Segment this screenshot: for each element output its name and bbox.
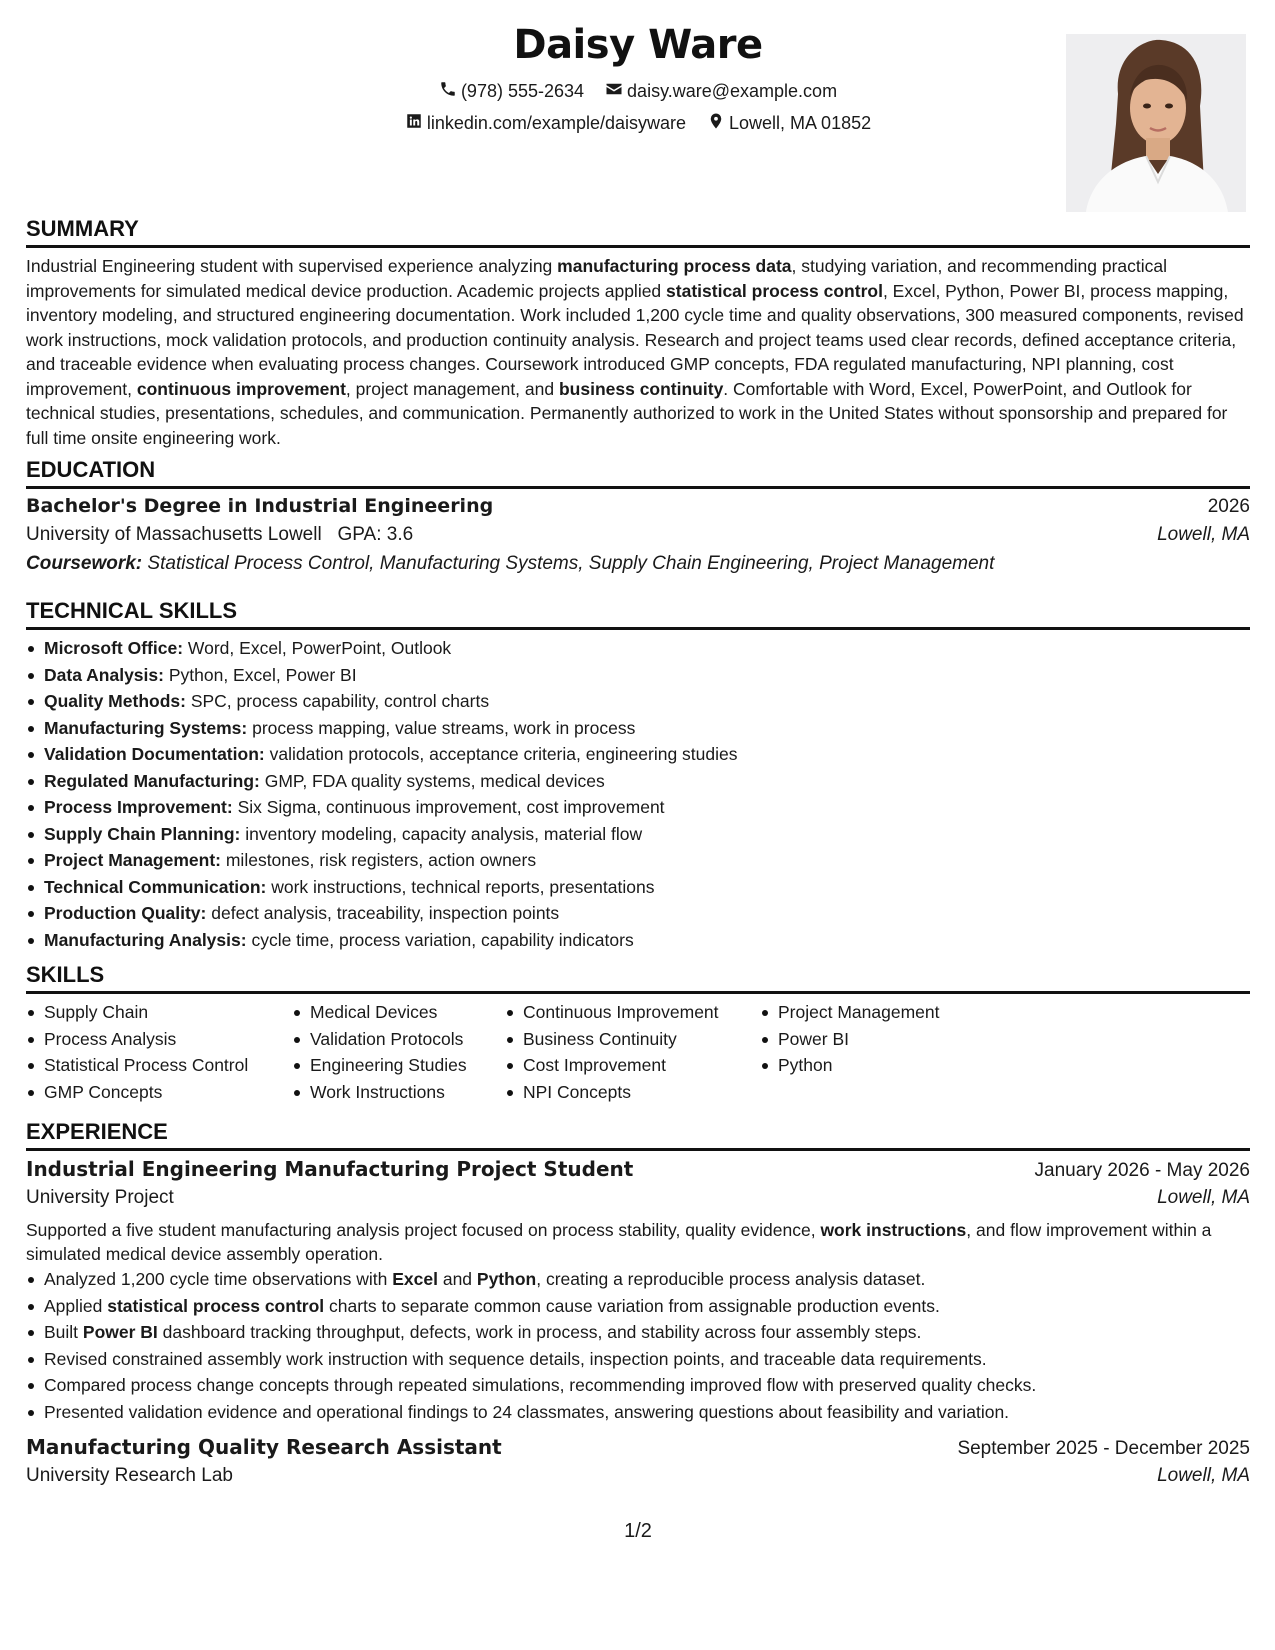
section-divider [26,991,1250,994]
list-item: Revised constrained assembly work instruction with sequence details, inspection points, and traceable data requirements. [26,1346,1250,1373]
section-title-summary: SUMMARY [26,216,139,241]
education-degree-row [26,495,1250,524]
list-item: Continuous Improvement [505,999,760,1026]
summary-text: Industrial Engineering student with supervised experience analyzing manufacturing process data, studying variation, and recommending practical improvements for simulated medical device production. Academic projects applied statistical process control, Excel, Python, Power BI, process mapping, inventory modeling, and structured engineering documentation. Work included 1,200 cycle time and quality observations, 300 measured components, revised work instructions, mock validation protocols, and production continuity analysis. Research and project teams used clear records, defined acceptance criteria, and traceable evidence when evaluating process changes. Coursework introduced GMP concepts, FDA regulated manufacturing, NPI planning, cost improvement, continuous improvement, project management, and business continuity. Comfortable with Word, Excel, PowerPoint, and Outlook for technical studies, presentations, schedules, and communication. Permanently authorized to work in the United States without sponsorship and prepared for full time onsite engineering work. [26,256,1244,448]
job-organization: University Research Lab [26,1465,233,1486]
section-title-education: EDUCATION [26,457,156,482]
list-item: Technical Communication: work instructions, technical reports, presentations [26,874,1250,901]
skills-section [26,962,1250,1105]
job-bullets [26,1266,1250,1425]
list-item: Microsoft Office: Word, Excel, PowerPoint, Outlook [26,635,1250,662]
skills-column [292,999,505,1105]
page-number: 1/2 [624,1520,652,1542]
skills-column [26,999,292,1105]
section-title-skills: SKILLS [26,962,105,987]
phone-item[interactable] [439,80,584,103]
coursework-label: Coursework: [26,553,143,574]
list-item: NPI Concepts [505,1079,760,1106]
list-item: Validation Documentation: validation protocols, acceptance criteria, engineering studies [26,741,1250,768]
list-item: Validation Protocols [292,1026,505,1053]
job-header-row [26,1157,1250,1187]
job-description: Supported a five student manufacturing analysis project focused on process stability, quality evidence, work instructions, and flow improvement within a simulated medical device assembly operation. [26,1220,1212,1264]
education-section [26,457,1250,582]
job-org-row [26,1187,1250,1218]
list-item: Statistical Process Control [26,1052,292,1079]
phone-icon [439,80,461,103]
map-pin-icon [707,112,729,135]
job-organization: University Project [26,1187,174,1208]
location-item [707,112,871,135]
candidate-name: Daisy Ware [513,22,763,68]
list-item: Analyzed 1,200 cycle time observations with Excel and Python, creating a reproducible process analysis dataset. [26,1266,1250,1293]
list-item: Python [760,1052,1020,1079]
job-entry [26,1435,1250,1496]
list-item: Medical Devices [292,999,505,1026]
coursework-line [26,553,1250,582]
technical-skills-list [26,635,1250,953]
list-item: GMP Concepts [26,1079,292,1106]
linkedin-url: linkedin.com/example/daisyware [426,113,686,133]
section-title-experience: EXPERIENCE [26,1119,168,1144]
education-school-row [26,524,1250,553]
list-item: Compared process change concepts through repeated simulations, recommending improved flow with preserved quality checks. [26,1372,1250,1399]
section-divider [26,1148,1250,1151]
phone-number: (978) 555-2634 [460,81,585,101]
list-item: Cost Improvement [505,1052,760,1079]
resume-page [26,0,1250,1650]
job-title: Manufacturing Quality Research Assistant [26,1435,502,1459]
coursework-list: Statistical Process Control, Manufacturing Systems, Supply Chain Engineering, Project Management [147,553,995,574]
profile-photo [1066,34,1246,212]
list-item: Process Improvement: Six Sigma, continuous improvement, cost improvement [26,794,1250,821]
graduation-year: 2026 [1207,496,1250,517]
job-dates: September 2025 - December 2025 [957,1438,1250,1459]
section-title-technical-skills: TECHNICAL SKILLS [26,598,238,623]
job-org-row [26,1465,1250,1496]
job-header-row [26,1435,1250,1465]
email-address: daisy.ware@example.com [627,81,838,101]
list-item: Presented validation evidence and operational findings to 24 classmates, answering questions about feasibility and variation. [26,1399,1250,1426]
section-divider [26,245,1250,248]
skills-column [760,999,1020,1105]
school-line [26,524,413,546]
job-title: Industrial Engineering Manufacturing Project Student [26,1157,634,1181]
list-item: Quality Methods: SPC, process capability, control charts [26,688,1250,715]
list-item: Engineering Studies [292,1052,505,1079]
section-divider [26,486,1250,489]
list-item: Power BI [760,1026,1020,1053]
experience-section [26,1119,1250,1496]
school-location: Lowell, MA [1157,524,1250,545]
list-item: Process Analysis [26,1026,292,1053]
job-location: Lowell, MA [1157,1187,1250,1208]
list-item: Built Power BI dashboard tracking throughput, defects, work in process, and stability across four assembly steps. [26,1319,1250,1346]
list-item: Data Analysis: Python, Excel, Power BI [26,662,1250,689]
job-entry [26,1157,1250,1425]
list-item: Manufacturing Systems: process mapping, value streams, work in process [26,715,1250,742]
list-item: Project Management: milestones, risk registers, action owners [26,847,1250,874]
technical-skills-section [26,598,1250,953]
linkedin-item[interactable] [405,112,686,135]
location-text: Lowell, MA 01852 [729,113,872,133]
degree-title: Bachelor's Degree in Industrial Engineering [26,495,494,517]
list-item: Business Continuity [505,1026,760,1053]
email-item[interactable] [605,80,837,103]
skills-column [505,999,760,1105]
job-location: Lowell, MA [1157,1465,1250,1486]
list-item: Regulated Manufacturing: GMP, FDA quality systems, medical devices [26,768,1250,795]
envelope-icon [605,80,627,103]
gpa: GPA: 3.6 [337,524,414,545]
skills-grid [26,999,1250,1105]
list-item: Production Quality: defect analysis, traceability, inspection points [26,900,1250,927]
school-name: University of Massachusetts Lowell [26,524,322,545]
linkedin-icon [405,112,427,135]
list-item: Supply Chain [26,999,292,1026]
section-divider [26,627,1250,630]
list-item: Work Instructions [292,1079,505,1106]
list-item: Project Management [760,999,1020,1026]
list-item: Manufacturing Analysis: cycle time, process variation, capability indicators [26,927,1250,954]
job-dates: January 2026 - May 2026 [1034,1160,1250,1181]
list-item: Applied statistical process control charts to separate common cause variation from assignable production events. [26,1293,1250,1320]
summary-section [26,216,1250,450]
list-item: Supply Chain Planning: inventory modeling, capacity analysis, material flow [26,821,1250,848]
